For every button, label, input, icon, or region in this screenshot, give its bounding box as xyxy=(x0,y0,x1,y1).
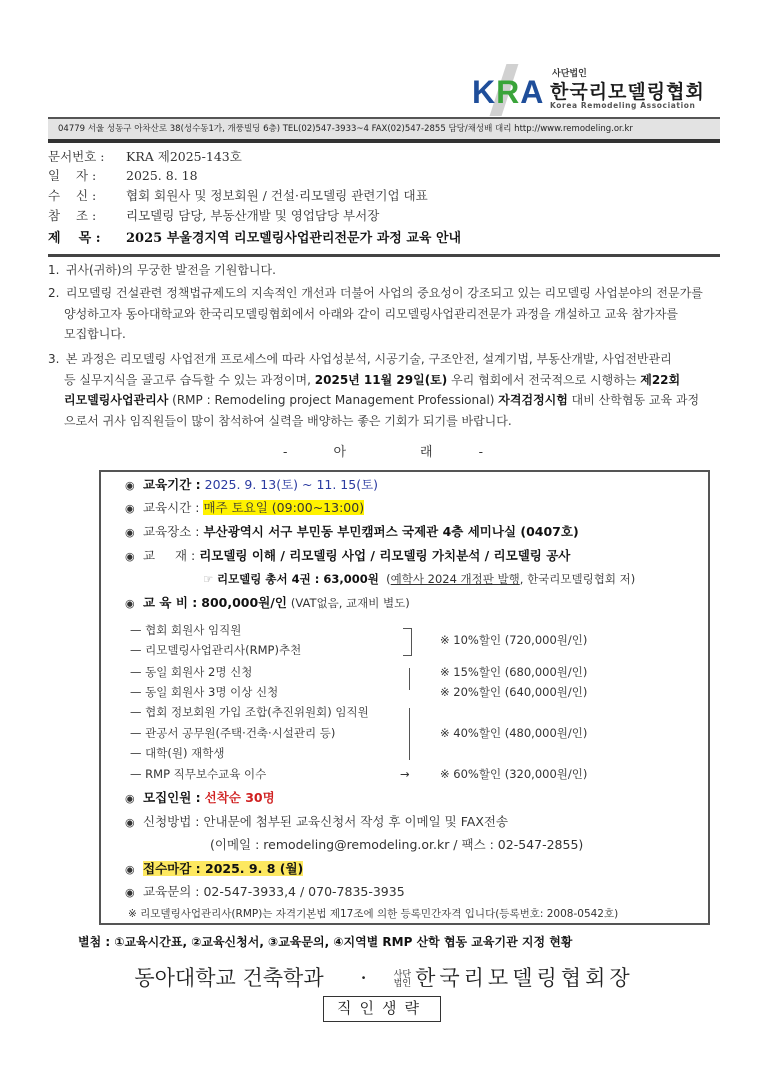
signature-line xyxy=(0,962,768,992)
bracket-40pct xyxy=(408,708,410,760)
para-line xyxy=(48,370,723,391)
dash: - xyxy=(283,445,290,460)
meta-value: 협회 회원사 및 정보회원 / 건설·리모델링 관련기업 대표 xyxy=(126,188,428,203)
rate-text: ※ 10%할인 (720,000원/인) xyxy=(440,633,588,647)
author: , 한국리모델링협회 저) xyxy=(519,572,636,586)
para-text: 리모델링 건설관련 정책법규제도의 지속적인 개선과 더불어 사업의 중요성이 강조되고 있는 리모델링 사업분야의 전문가를 xyxy=(65,286,703,300)
section-title xyxy=(0,441,768,460)
signatory-2: 한국리모델링협회장 xyxy=(415,966,634,990)
rate-text: ※ 40%할인 (480,000원/인) xyxy=(440,726,588,740)
detail-textbook xyxy=(125,547,570,566)
detail-value: 2025. 9. 8 (월) xyxy=(205,861,304,876)
radio-bullet-icon: ◉ xyxy=(125,597,135,610)
paragraph-3 xyxy=(48,349,723,431)
apply-contact: (이메일 : remodeling@remodeling.or.kr / 팩스 : 02-547-2855) xyxy=(210,837,584,852)
detail-label: 접수마감 : xyxy=(143,861,201,876)
meta-value: 리모델링 담당, 부동산개발 및 영업담당 부서장 xyxy=(126,208,380,223)
detail-place xyxy=(125,523,579,542)
detail-value: 안내문에 첨부된 교육신청서 작성 후 이메일 및 FAX전송 xyxy=(203,814,509,829)
detail-value: 선착순 30명 xyxy=(204,790,275,805)
title-char: 래 xyxy=(420,445,435,460)
doc-subject xyxy=(48,230,461,248)
detail-value: 2025. 9. 13(토) ~ 11. 15(토) xyxy=(204,477,379,492)
detail-apply xyxy=(125,813,508,832)
discount-item: — 대학(원) 재학생 xyxy=(130,746,225,760)
para-line xyxy=(48,390,723,411)
para-number: 2. xyxy=(48,286,60,300)
deadline-highlight xyxy=(143,861,303,876)
detail-label: 교 육 비 : xyxy=(143,595,198,610)
exam-name: 자격검정시험 xyxy=(498,393,568,407)
exam-round: 제22회 xyxy=(640,372,681,387)
textbook-price: 리모델링 총서 4권 : 63,000원 xyxy=(216,572,379,586)
logo-kra-letters xyxy=(472,74,544,110)
discount-item: — RMP 직무보수교육 이수 xyxy=(130,767,267,781)
radio-bullet-icon: ◉ xyxy=(125,479,135,492)
detail-value: 부산광역시 서구 부민동 부민캠퍼스 국제관 4층 세미나실 (0407호) xyxy=(203,524,579,539)
logo-a: A xyxy=(520,74,545,110)
org-name-en: Korea Remodeling Association xyxy=(550,101,696,110)
meta-value: 2025. 8. 18 xyxy=(126,168,198,183)
pointing-hand-icon: ☞ xyxy=(203,572,214,586)
detail-label: 교육시간 : xyxy=(143,500,200,515)
separator-dot: · xyxy=(360,966,367,990)
org-type-label xyxy=(394,971,411,989)
detail-period xyxy=(125,476,378,495)
meta-key: 수 신 : xyxy=(48,188,97,203)
address-bar: 04779 서울 성동구 아차산로 38(성수동1가, 개풍빌딩 6층) TEL(02)547-3933~4 FAX(02)547-2855 담당/채성배 대리 http://www.remodeling.or.kr xyxy=(48,117,720,143)
discount-item: — 협회 회원사 임직원 xyxy=(130,623,242,637)
doc-number xyxy=(48,148,242,166)
org-type-top: 사단 xyxy=(393,969,412,980)
para-text: 우리 협회에서 전국적으로 시행하는 xyxy=(447,372,641,387)
exam-date: 2025년 11월 29일(토) xyxy=(314,372,448,387)
detail-value: 800,000원/인 xyxy=(201,595,287,610)
rmp-footnote: ※ 리모델링사업관리사(RMP)는 자격기본법 제17조에 의한 등록민간자격 입니다(등록번호: 2008-0542호) xyxy=(128,908,619,920)
detail-deadline xyxy=(125,860,303,879)
radio-bullet-icon: ◉ xyxy=(125,886,135,899)
rate-text: ※ 60%할인 (320,000원/인) xyxy=(440,767,588,781)
para-text: 모집합니다. xyxy=(64,327,126,341)
radio-bullet-icon: ◉ xyxy=(125,792,135,805)
discount-item: — 관공서 공무원(주택·건축·시설관리 등) xyxy=(130,726,336,740)
meta-value: 2025 부울경지역 리모델링사업관리전문가 과정 교육 안내 xyxy=(126,231,462,246)
detail-label: 모집인원 : xyxy=(143,790,201,805)
dash: - xyxy=(478,445,485,460)
detail-value: 02-547-3933,4 / 070-7835-3935 xyxy=(203,884,405,899)
meta-key: 참 조 : xyxy=(48,208,97,223)
radio-bullet-icon: ◉ xyxy=(125,816,135,829)
detail-value: 매주 토요일 (09:00~13:00) xyxy=(203,500,365,515)
org-type-bottom: 법인 xyxy=(393,978,412,989)
meta-key: 문서번호 : xyxy=(48,149,105,164)
discount-item: — 동일 회원사 2명 신청 xyxy=(130,665,253,679)
logo-r: R xyxy=(496,74,521,110)
discount-rate xyxy=(440,683,587,701)
meta-value: KRA 제2025-143호 xyxy=(126,149,242,164)
cert-name: 리모델링사업관리사 xyxy=(64,393,169,407)
radio-bullet-icon: ◉ xyxy=(125,863,135,876)
discount-rate xyxy=(440,663,587,681)
paren: ( xyxy=(386,572,391,586)
para-number: 3. xyxy=(48,352,60,366)
detail-label: 신청방법 : xyxy=(143,814,200,829)
attachments-list: 별첨 : ①교육시간표, ②교육신청서, ③교육문의, ④지역별 RMP 산학 협동 교육기관 지정 현황 xyxy=(78,935,573,949)
kra-logo xyxy=(470,64,720,116)
publisher: 예학사 2024 개정판 발행 xyxy=(390,572,520,586)
doc-date xyxy=(48,167,198,185)
doc-reference xyxy=(48,207,379,225)
detail-recruit xyxy=(125,789,275,808)
detail-value: 리모델링 이해 / 리모델링 사업 / 리모델링 가치분석 / 리모델링 공사 xyxy=(199,548,571,563)
para-text: 대비 산학협동 교육 과정 xyxy=(567,393,700,407)
discount-rate xyxy=(440,724,587,742)
fee-note: (VAT없음, 교재비 별도) xyxy=(290,596,410,610)
org-type: 사단법인 xyxy=(552,69,587,79)
bracket-15-20pct xyxy=(408,668,410,690)
discount-rate xyxy=(440,631,587,649)
discount-item: — 리모델링사업관리사(RMP)추천 xyxy=(130,643,302,657)
detail-inquiry xyxy=(125,883,405,902)
org-name: 한국리모델링협회 xyxy=(550,81,705,103)
radio-bullet-icon: ◉ xyxy=(125,526,135,539)
para-text: 양성하고자 동아대학교와 한국리모델링협회에서 아래와 같이 리모델링사업관리전문가 과정을 개설하고 교육 참가자를 xyxy=(64,306,678,321)
textbook-note xyxy=(203,570,635,588)
subject-divider xyxy=(48,254,720,257)
detail-label: 교육문의 : xyxy=(143,884,200,899)
doc-recipient xyxy=(48,187,428,205)
radio-bullet-icon: ◉ xyxy=(125,550,135,563)
seal-omitted-box: 직인생략 xyxy=(323,996,441,1022)
rate-text: ※ 15%할인 (680,000원/인) xyxy=(440,665,588,679)
discount-rate xyxy=(440,765,587,783)
discount-item: — 협회 정보회원 가입 조합(추진위원회) 임직원 xyxy=(130,705,369,719)
para-text: (RMP : Remodeling project Management Professional) xyxy=(168,393,499,407)
title-char: 아 xyxy=(333,445,348,460)
para-text: 으로서 귀사 임직원들이 많이 참석하여 실력을 배양하는 좋은 기회가 되기를 바랍니다. xyxy=(64,413,512,428)
rate-text: ※ 20%할인 (640,000원/인) xyxy=(440,685,588,699)
logo-k: K xyxy=(472,74,497,110)
para-text: 본 과정은 리모델링 사업전개 프로세스에 따라 사업성분석, 시공기술, 구조안전, 설계기법, 부동산개발, 사업전반관리 xyxy=(65,352,672,366)
para-text: 귀사(귀하)의 무궁한 발전을 기원합니다. xyxy=(65,263,276,277)
bracket-10pct xyxy=(403,628,412,656)
detail-label: 교육장소 : xyxy=(143,524,200,539)
paragraph-1 xyxy=(48,260,723,281)
signatory-1: 동아대학교 건축학과 xyxy=(134,966,324,990)
radio-bullet-icon: ◉ xyxy=(125,502,135,515)
detail-fee xyxy=(125,594,410,613)
detail-label: 교육기간 : xyxy=(143,477,201,492)
paragraph-2 xyxy=(48,283,723,345)
detail-label: 교 재 : xyxy=(143,548,196,563)
meta-key: 일 자 : xyxy=(48,168,97,183)
para-number: 1. xyxy=(48,263,60,277)
discount-item: — 동일 회원사 3명 이상 신청 xyxy=(130,685,279,699)
para-text: 등 실무지식을 골고루 습득할 수 있는 과정이며, xyxy=(64,372,315,387)
detail-time xyxy=(125,499,364,518)
arrow-right-icon: → xyxy=(400,767,410,781)
meta-key: 제 목 : xyxy=(48,231,101,246)
